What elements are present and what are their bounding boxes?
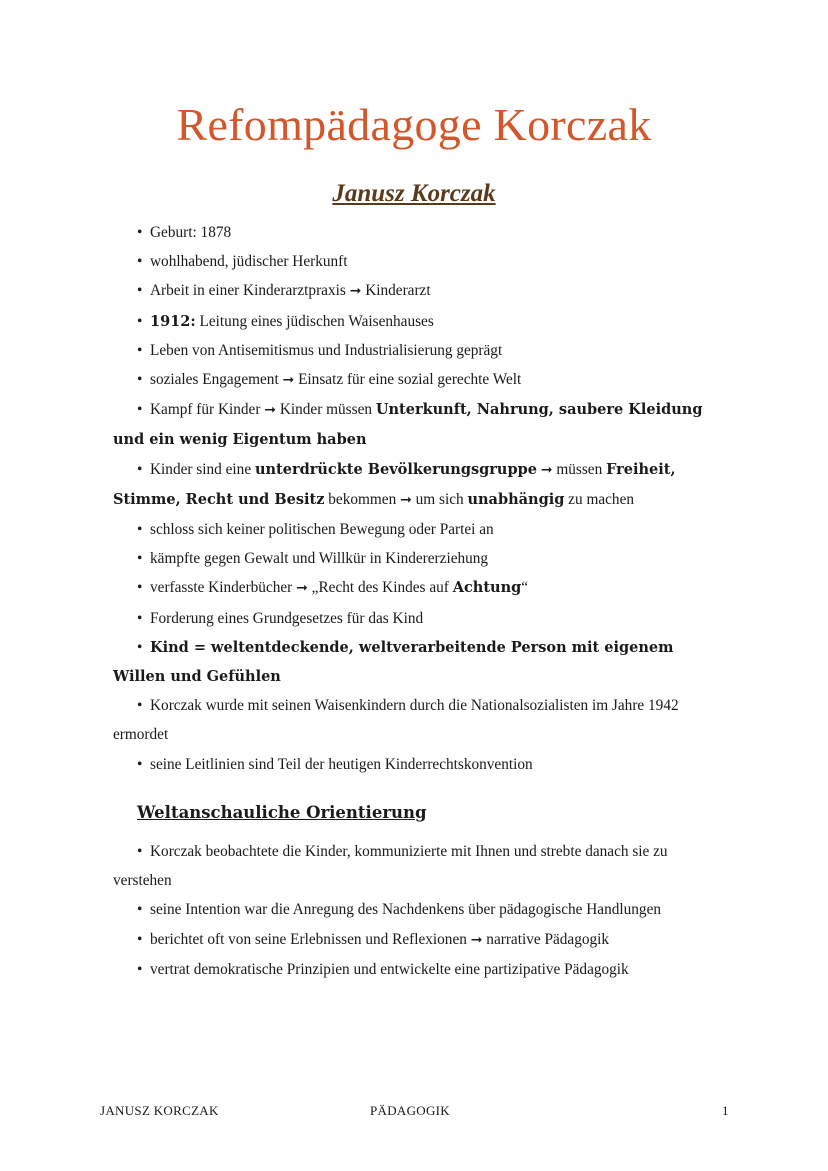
text: vertrat demokratische Prinzipien und entwickelte eine partizipative Pädagogik [150,960,629,978]
text: Kinder sind eine [150,460,255,478]
arrow-icon: ➞ [349,283,362,300]
bullet-point: • [137,521,143,539]
list-item [113,573,728,603]
text: Geburt: 1878 [150,224,232,241]
bullet-point: • [137,579,143,597]
bullet-point: • [137,371,143,389]
arrow-icon: ➞ [264,402,276,419]
list-item [113,336,728,365]
bullet-point: • [137,638,143,656]
text: soziales Engagement [150,371,283,389]
text: zu machen [564,490,635,508]
bullet-point: • [137,930,143,948]
bullet-point: • [137,401,143,419]
list-item [113,750,728,779]
text: wohlhabend, jüdischer Herkunft [150,253,348,271]
text: seine Intention war die Anregung des Nachdenkens über pädagogische Handlungen [150,901,662,919]
list-item [113,455,728,515]
text: Leitung eines jüdischen Waisenhauses [195,312,434,330]
list-item [113,895,728,924]
arrow-icon: ➞ [282,372,295,389]
arrow-icon: ➞ [400,491,412,508]
list-item [113,633,728,691]
text: bekommen [324,490,401,508]
text: Korczak beobachtete die Kinder, kommunizierte mit Ihnen und strebte danach sie zu verstehen [113,843,668,890]
text: Leben von Antisemitismus und Industrialisierung geprägt [150,341,503,359]
text: seine Leitlinien sind Teil der heutigen Kinderrechtskonvention [150,755,533,773]
text: „Recht des Kindes auf [307,579,453,597]
list-item [113,955,728,984]
list-item [113,276,728,306]
page-title: Refompädagoge Korczak [176,99,652,150]
text: berichtet oft von seine Erlebnissen und Reflexionen [150,930,471,948]
text: Kinderarzt [361,282,431,300]
bullet-point: • [137,253,143,271]
bold-text: Achtung [452,579,522,597]
footer-page-number: 1 [722,1103,729,1118]
text: Korczak wurde mit seinen Waisenkindern durch die Nationalsozialisten im Jahre 1942 ermordet [113,697,679,744]
text: schloss sich keiner politischen Bewegung oder Partei an [150,521,494,539]
footer-subject: PÄDAGOGIK [370,1103,450,1118]
bullet-point: • [137,843,143,860]
bold-text: Kind = weltentdeckende, weltverarbeitende Person mit eigenem Willen und Gefühlen [113,638,674,686]
list-item [113,925,728,955]
bullet-point: • [137,550,143,568]
list-item [113,218,728,247]
list-item [113,837,728,895]
bold-text: Unterkunft, Nahrung, saubere Kleidung und ein wenig Eigentum haben [113,401,703,449]
list-item [113,307,728,336]
bullet-point: • [137,341,143,359]
biography-list [113,218,728,779]
list-item [113,515,728,544]
bullet-point: • [137,282,143,300]
text: Kampf für Kinder [150,401,265,419]
text: narrative Pädagogik [482,930,610,948]
bullet-point: • [137,755,143,773]
bullet-point: • [137,224,143,241]
list-item [113,544,728,573]
bullet-point: • [137,960,143,978]
text: verfasste Kinderbücher [150,579,297,597]
list-item [113,691,728,749]
text: Forderung eines Grundgesetzes für das Kind [150,609,424,627]
bullet-point: • [137,697,143,715]
bullet-point: • [137,609,143,627]
bold-text: unabhängig [467,490,565,508]
text: um sich [411,490,468,508]
list-item [113,365,728,395]
bold-text: Freiheit, Stimme, Recht und Besitz [113,460,676,508]
text: Arbeit in einer Kinderarztpraxis [150,282,350,300]
list-item [113,395,728,454]
footer-author: JANUSZ KORCZAK [100,1103,219,1118]
bold-text: 1912: [150,312,196,330]
subtitle-heading: Janusz Korczak [332,180,496,207]
text: müssen [552,460,607,478]
arrow-icon: ➞ [296,580,308,597]
list-item [113,247,728,276]
bullet-point: • [137,312,143,330]
bullet-point: • [137,901,143,919]
text: kämpfte gegen Gewalt und Willkür in Kindererziehung [150,550,489,568]
text: Einsatz für eine sozial gerechte Welt [294,371,522,389]
text: Kinder müssen [276,401,376,419]
bold-text: unterdrückte Bevölkerungsgruppe [254,460,537,478]
arrow-icon: ➞ [470,931,483,948]
orientation-list [113,837,728,984]
list-item [113,604,728,633]
arrow-icon: ➞ [540,461,553,478]
section-heading: Weltanschauliche Orientierung [137,803,427,822]
text: “ [521,579,529,597]
bullet-point: • [137,460,143,478]
